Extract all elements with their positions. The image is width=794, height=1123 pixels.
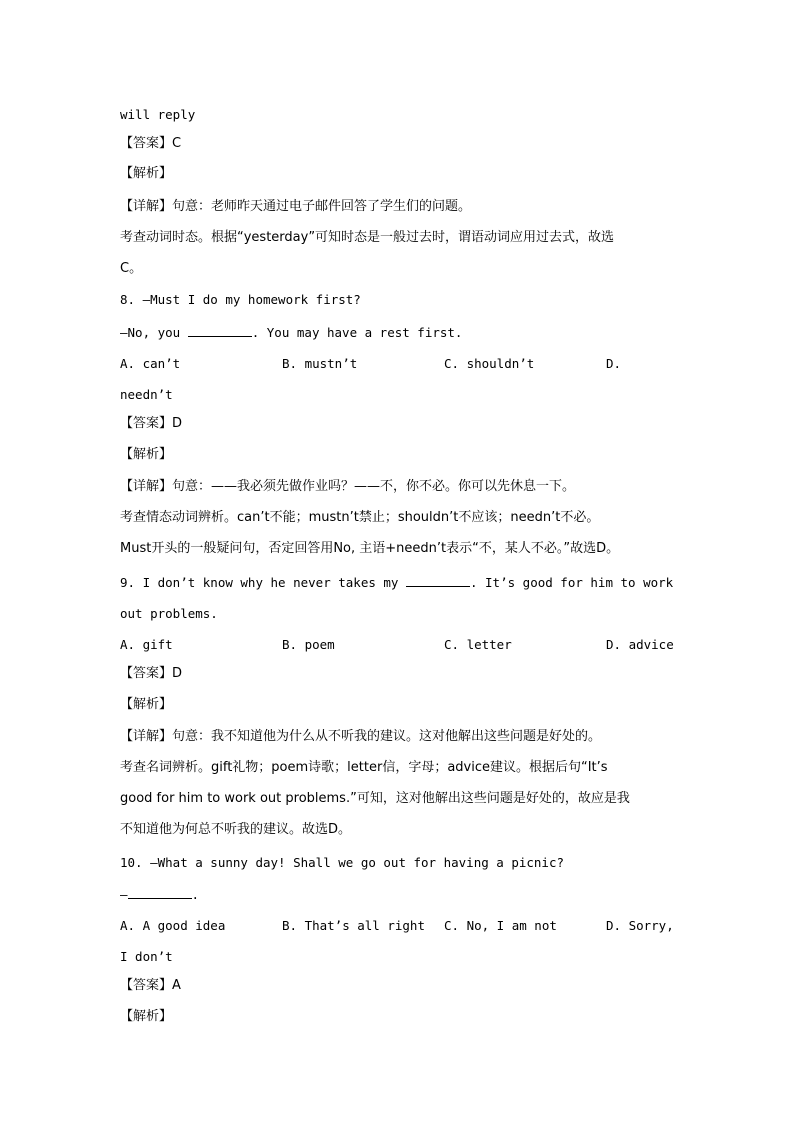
option-a: A. can’t bbox=[120, 356, 181, 371]
explanation-line: 不知道他为何总不听我的建议。故选D。 bbox=[120, 822, 352, 837]
answer-blank bbox=[188, 324, 252, 337]
option-c: C. letter bbox=[444, 637, 512, 652]
option-d: D. Sorry, bbox=[606, 918, 674, 933]
text-segment: —No, you bbox=[120, 325, 188, 340]
option-d-continued: needn’t bbox=[120, 387, 173, 402]
option-c: C. No, I am not bbox=[444, 918, 557, 933]
option-d-continued: I don’t bbox=[120, 949, 173, 964]
option-a: A. A good idea bbox=[120, 918, 226, 933]
explanation-line: good for him to work out problems.”可知，这对他解出这些问题是好处的，故应是我 bbox=[120, 791, 630, 806]
explanation-line: 考查情态动词辨析。can’t不能；mustn’t禁止；shouldn’t不应该；needn’t不必。 bbox=[120, 510, 600, 525]
text-segment: . bbox=[191, 887, 200, 902]
text-segment: . You may have a rest first. bbox=[251, 325, 463, 340]
answer-blank bbox=[128, 886, 192, 899]
option-b: B. That’s all right bbox=[282, 918, 425, 933]
explanation-line: 【详解】句意：——我必须先做作业吗？——不，你不必。你可以先休息一下。 bbox=[120, 479, 576, 494]
question-8-stem: 8. —Must I do my homework first? bbox=[120, 292, 361, 307]
option-d: D. advice bbox=[606, 637, 674, 652]
option-b: B. mustn’t bbox=[282, 356, 358, 371]
text-segment: 9. I don’t know why he never takes my bbox=[120, 575, 406, 590]
text-segment: . It’s good for him to work bbox=[469, 575, 674, 590]
option-d: D. bbox=[606, 356, 622, 371]
answer-label: 【答案】D bbox=[120, 416, 183, 431]
answer-label: 【答案】D bbox=[120, 666, 183, 681]
option-a: A. gift bbox=[120, 637, 173, 652]
option-b: B. poem bbox=[282, 637, 335, 652]
explanation-line: 考查动词时态。根据“yesterday”可知时态是一般过去时，谓语动词应用过去式，故选 bbox=[120, 230, 615, 245]
question-8-reply bbox=[120, 324, 680, 342]
explanation-line: Must开头的一般疑问句，否定回答用No, 主语+needn’t表示“不，某人不必。”故选D。 bbox=[120, 541, 620, 556]
text-segment: — bbox=[120, 887, 128, 902]
question-10-stem: 10. —What a sunny day! Shall we go out for having a picnic? bbox=[120, 855, 565, 870]
question-10-reply bbox=[120, 886, 680, 904]
answer-blank bbox=[406, 574, 470, 587]
analysis-label: 【解析】 bbox=[120, 697, 173, 712]
explanation-line: 考查名词辨析。gift礼物；poem诗歌；letter信，字母；advice建议。根据后句“It’s bbox=[120, 760, 608, 775]
option-c: C. shouldn’t bbox=[444, 356, 535, 371]
explanation-line: 【详解】句意：老师昨天通过电子邮件回答了学生们的问题。 bbox=[120, 199, 472, 214]
explanation-line: C。 bbox=[120, 261, 143, 276]
answer-label: 【答案】A bbox=[120, 978, 181, 993]
question-9-stem-continued: out problems. bbox=[120, 606, 218, 621]
question-9-stem bbox=[120, 574, 680, 592]
text-line: will reply bbox=[120, 107, 196, 122]
analysis-label: 【解析】 bbox=[120, 1009, 173, 1024]
analysis-label: 【解析】 bbox=[120, 447, 173, 462]
answer-label: 【答案】C bbox=[120, 136, 182, 151]
analysis-label: 【解析】 bbox=[120, 166, 173, 181]
explanation-line: 【详解】句意：我不知道他为什么从不听我的建议。这对他解出这些问题是好处的。 bbox=[120, 729, 602, 744]
